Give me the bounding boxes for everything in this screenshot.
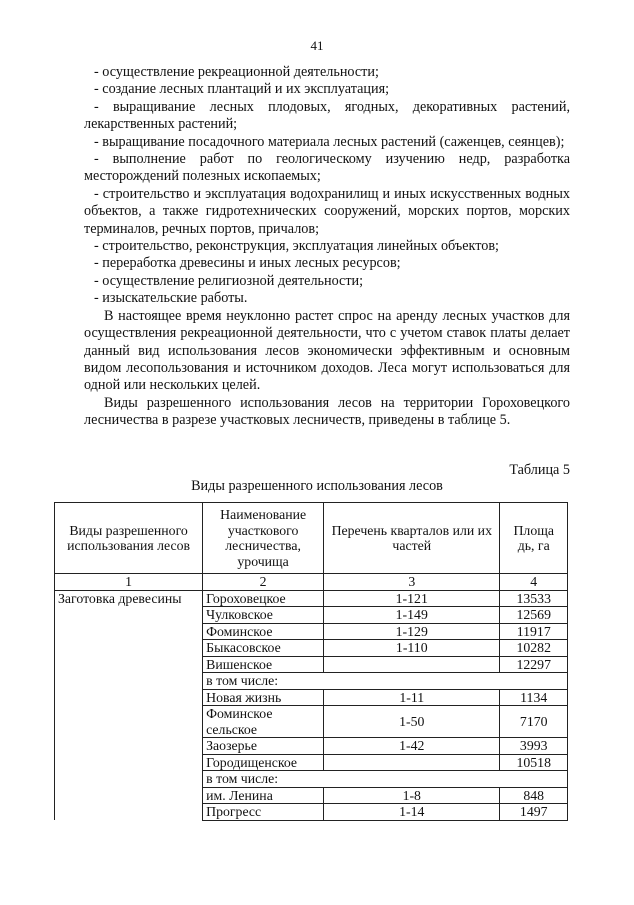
quarters: 1-8 [324,787,500,804]
bullet-item: - выполнение работ по геологическому изучению недр, разработка месторождений полезных ископаемых; [84,151,570,185]
quarters [324,754,500,771]
page-number: 41 [310,38,324,53]
bullet-item: - строительство, реконструкция, эксплуатация линейных объектов; [94,238,499,255]
header-cell: Наименование участкового лесничества, урочища [203,503,324,574]
quarters: 1-14 [324,804,500,821]
column-number: 3 [324,574,500,591]
forestry-name: Чулковское [203,607,324,624]
body-text [84,64,570,430]
column-number: 1 [55,574,203,591]
table-label: Таблица 5 [509,462,570,478]
forestry-name: Фоминское [203,623,324,640]
area: 13533 [500,590,568,607]
quarters: 1-121 [324,590,500,607]
area: 3993 [500,738,568,755]
forestry-name: им. Ленина [203,787,324,804]
use-type-cell: Заготовка древесины [55,590,203,820]
area: 10282 [500,640,568,657]
quarters: 1-129 [324,623,500,640]
table-title: Виды разрешенного использования лесов [191,478,443,494]
area: 12569 [500,607,568,624]
quarters: 1-50 [324,706,500,738]
quarters: 1-42 [324,738,500,755]
bullet-item: - создание лесных плантаций и их эксплуатация; [94,81,390,98]
paragraph: Виды разрешенного использования лесов на территории Гороховецкого лесничества в разрезе участковых лесничеств, приведены в таблице 5. [84,394,570,429]
quarters [324,656,500,673]
area: 12297 [500,656,568,673]
forestry-name: Фоминское сельское [203,706,324,738]
bullet-item: - выращивание посадочного материала лесных растений (саженцев, сеянцев); [94,133,565,150]
area: 1134 [500,689,568,706]
quarters: 1-110 [324,640,500,657]
area: 1497 [500,804,568,821]
bullet-item: - осуществление религиозной деятельности; [94,272,364,289]
area: 7170 [500,706,568,738]
quarters: 1-149 [324,607,500,624]
bullet-item: - выращивание лесных плодовых, ягодных, декоративных растений, лекарственных растений; [84,98,570,133]
forestry-name: Прогресс [203,804,324,821]
subgroup-label: в том числе: [203,771,568,788]
quarters: 1-11 [324,689,500,706]
paragraph: В настоящее время неуклонно растет спрос на аренду лесных участков для осуществления рекреационной деятельности, что с учетом ставок платы делает данный вид использования лесов экономически эффективным и основным видом лесопользования и источником доходов. Леса могут использоваться для одной или нескольких целей. [84,307,570,394]
forestry-name: Заозерье [203,738,324,755]
column-number-row [55,574,568,591]
subgroup-label: в том числе: [203,673,568,690]
header-cell: Перечень кварталов или их частей [324,503,500,574]
forestry-name: Новая жизнь [203,689,324,706]
bullet-item: - изыскательские работы. [94,290,248,307]
column-number: 2 [203,574,324,591]
bullet-item: - строительство и эксплуатация водохранилищ и иных искусственных водных объектов, а также гидротехнических сооружений, морских портов, морских терминалов, речных портов, причалов; [84,185,570,237]
area: 10518 [500,754,568,771]
header-cell: Виды разрешенного использования лесов [55,503,203,574]
forestry-name: Гороховецкое [203,590,324,607]
forestry-name: Вишенское [203,656,324,673]
area: 848 [500,787,568,804]
bullet-item: - переработка древесины и иных лесных ресурсов; [94,255,401,272]
column-number: 4 [500,574,568,591]
table-row [55,590,568,607]
bullet-item: - осуществление рекреационной деятельности; [94,64,379,80]
header-cell: Площа дь, га [500,503,568,574]
area: 11917 [500,623,568,640]
forest-use-table [54,502,568,821]
table-header-row [55,503,568,574]
forestry-name: Городищенское [203,754,324,771]
forestry-name: Быкасовское [203,640,324,657]
